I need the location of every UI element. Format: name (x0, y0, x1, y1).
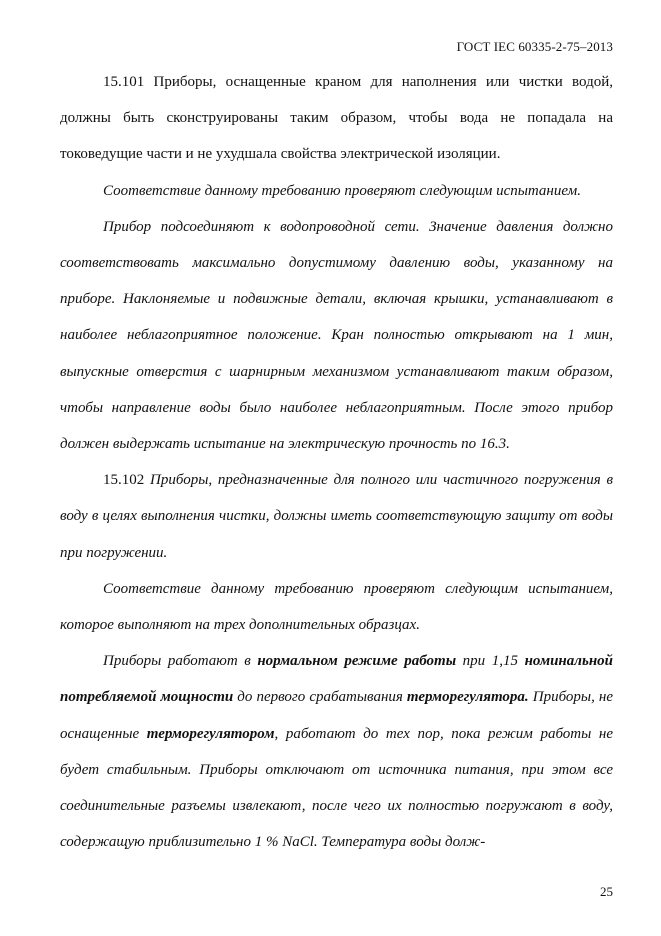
page-number: 25 (600, 884, 613, 899)
defined-term: терморегулятора. (406, 689, 529, 706)
text-run: до первого срабатывания (233, 689, 407, 706)
compliance-statement: Соответствие данному требованию проверяют следующим испытанием, которое выполняют на трех дополнительных образцах. (60, 580, 613, 634)
standard-code-header: ГОСТ IEC 60335-2-75–2013 (456, 39, 613, 54)
text-run: , работают до тех пор, пока режим работы не будет стабильным. Приборы отключают от источника питания, при этом все соединительные разъемы извлекают, после чего их полностью погружают в воду, содержащую приблизительно 1 % NaCl. Температура воды долж- (60, 725, 614, 851)
compliance-statement: Соответствие данному требованию проверяют следующим испытанием. (103, 182, 581, 199)
test-procedure-paragraph (60, 643, 613, 860)
text-run: при 1,15 (456, 653, 525, 670)
text-run: Приборы работают в (103, 653, 258, 670)
clause-15-101-paragraph (60, 64, 613, 173)
defined-term: терморегулятором (146, 725, 275, 742)
defined-term: номинальной потребляемой мощности (60, 653, 613, 706)
clause-number: 15.101 (103, 74, 145, 90)
test-procedure-paragraph: Прибор подсоединяют к водопроводной сети. Значение давления должно соответствовать максимально допустимому давлению воды, указанному на приборе. Наклоняемые и подвижные детали, включая крышки, устанавливают в наиболее неблагоприятное положение. Кран полностью открывают на 1 мин, выпускные отверстия с шарнирным механизмом устанавливают таким образом, чтобы направление воды было наиболее неблагоприятным. После этого прибор должен выдержать испытание на электрическую прочность по 16.3. (60, 218, 613, 453)
document-body (60, 64, 613, 860)
clause-text: Приборы, оснащенные краном для наполнения или чистки водой, должны быть сконструированы таким образом, чтобы вода не попадала на токоведущие части и не ухудшала свойства электрической изоляции. (60, 74, 613, 163)
text-run: Приборы, не оснащенные (60, 689, 613, 742)
clause-text: Приборы, предназначенные для полного или частичного погружения в воду в целях выполнения чистки, должны иметь соответствующую защиту от воды при погружении. (60, 472, 614, 561)
clause-number: 15.102 (103, 472, 145, 489)
defined-term: нормальном режиме работы (257, 653, 457, 670)
clause-15-102-paragraph (60, 462, 613, 571)
